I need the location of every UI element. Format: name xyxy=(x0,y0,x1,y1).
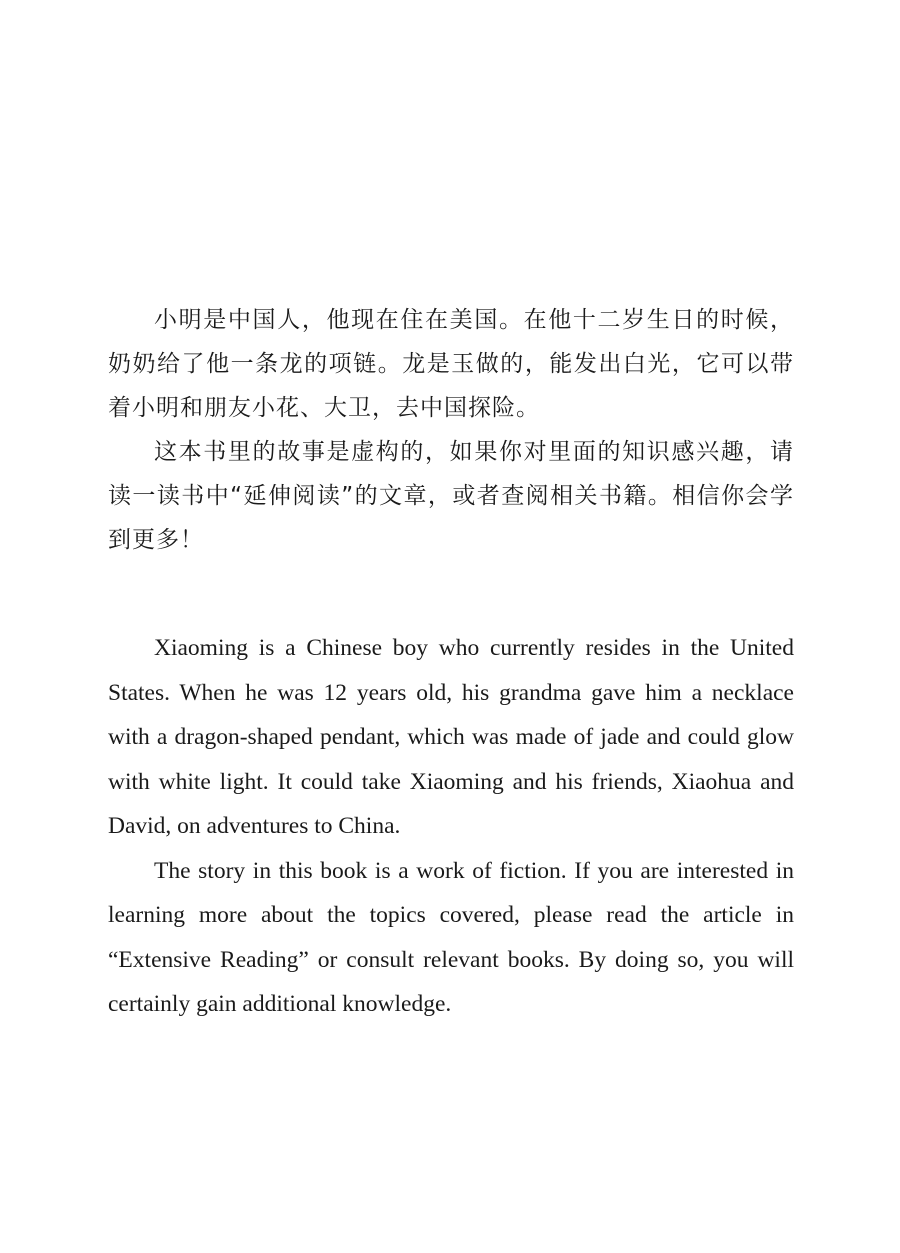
english-paragraph-2: The story in this book is a work of fiction. If you are interested in learning more about the topics covered, please read the article in “Extensive Reading” or consult relevant books. By doing so, you will certainly gain additional knowledge. xyxy=(108,857,794,1017)
english-paragraph-1: Xiaoming is a Chinese boy who currently resides in the United States. When he was 12 years old, his grandma gave him a necklace with a dragon-shaped pendant, which was made of jade and could glow with white light. It could take Xiaoming and his friends, Xiaohua and David, on adventures to China. xyxy=(108,635,794,839)
chinese-paragraph-2: 这本书里的故事是虚构的，如果你对里面的知识感兴趣，请读一读书中“延伸阅读”的文章，或者查阅相关书籍。相信你会学到更多！ xyxy=(108,439,794,553)
english-introduction xyxy=(108,626,794,1027)
chinese-introduction xyxy=(108,298,794,562)
book-page xyxy=(108,298,794,1027)
chinese-paragraph-1: 小明是中国人，他现在住在美国。在他十二岁生日的时候，奶奶给了他一条龙的项链。龙是玉做的，能发出白光，它可以带着小明和朋友小花、大卫，去中国探险。 xyxy=(108,307,794,421)
